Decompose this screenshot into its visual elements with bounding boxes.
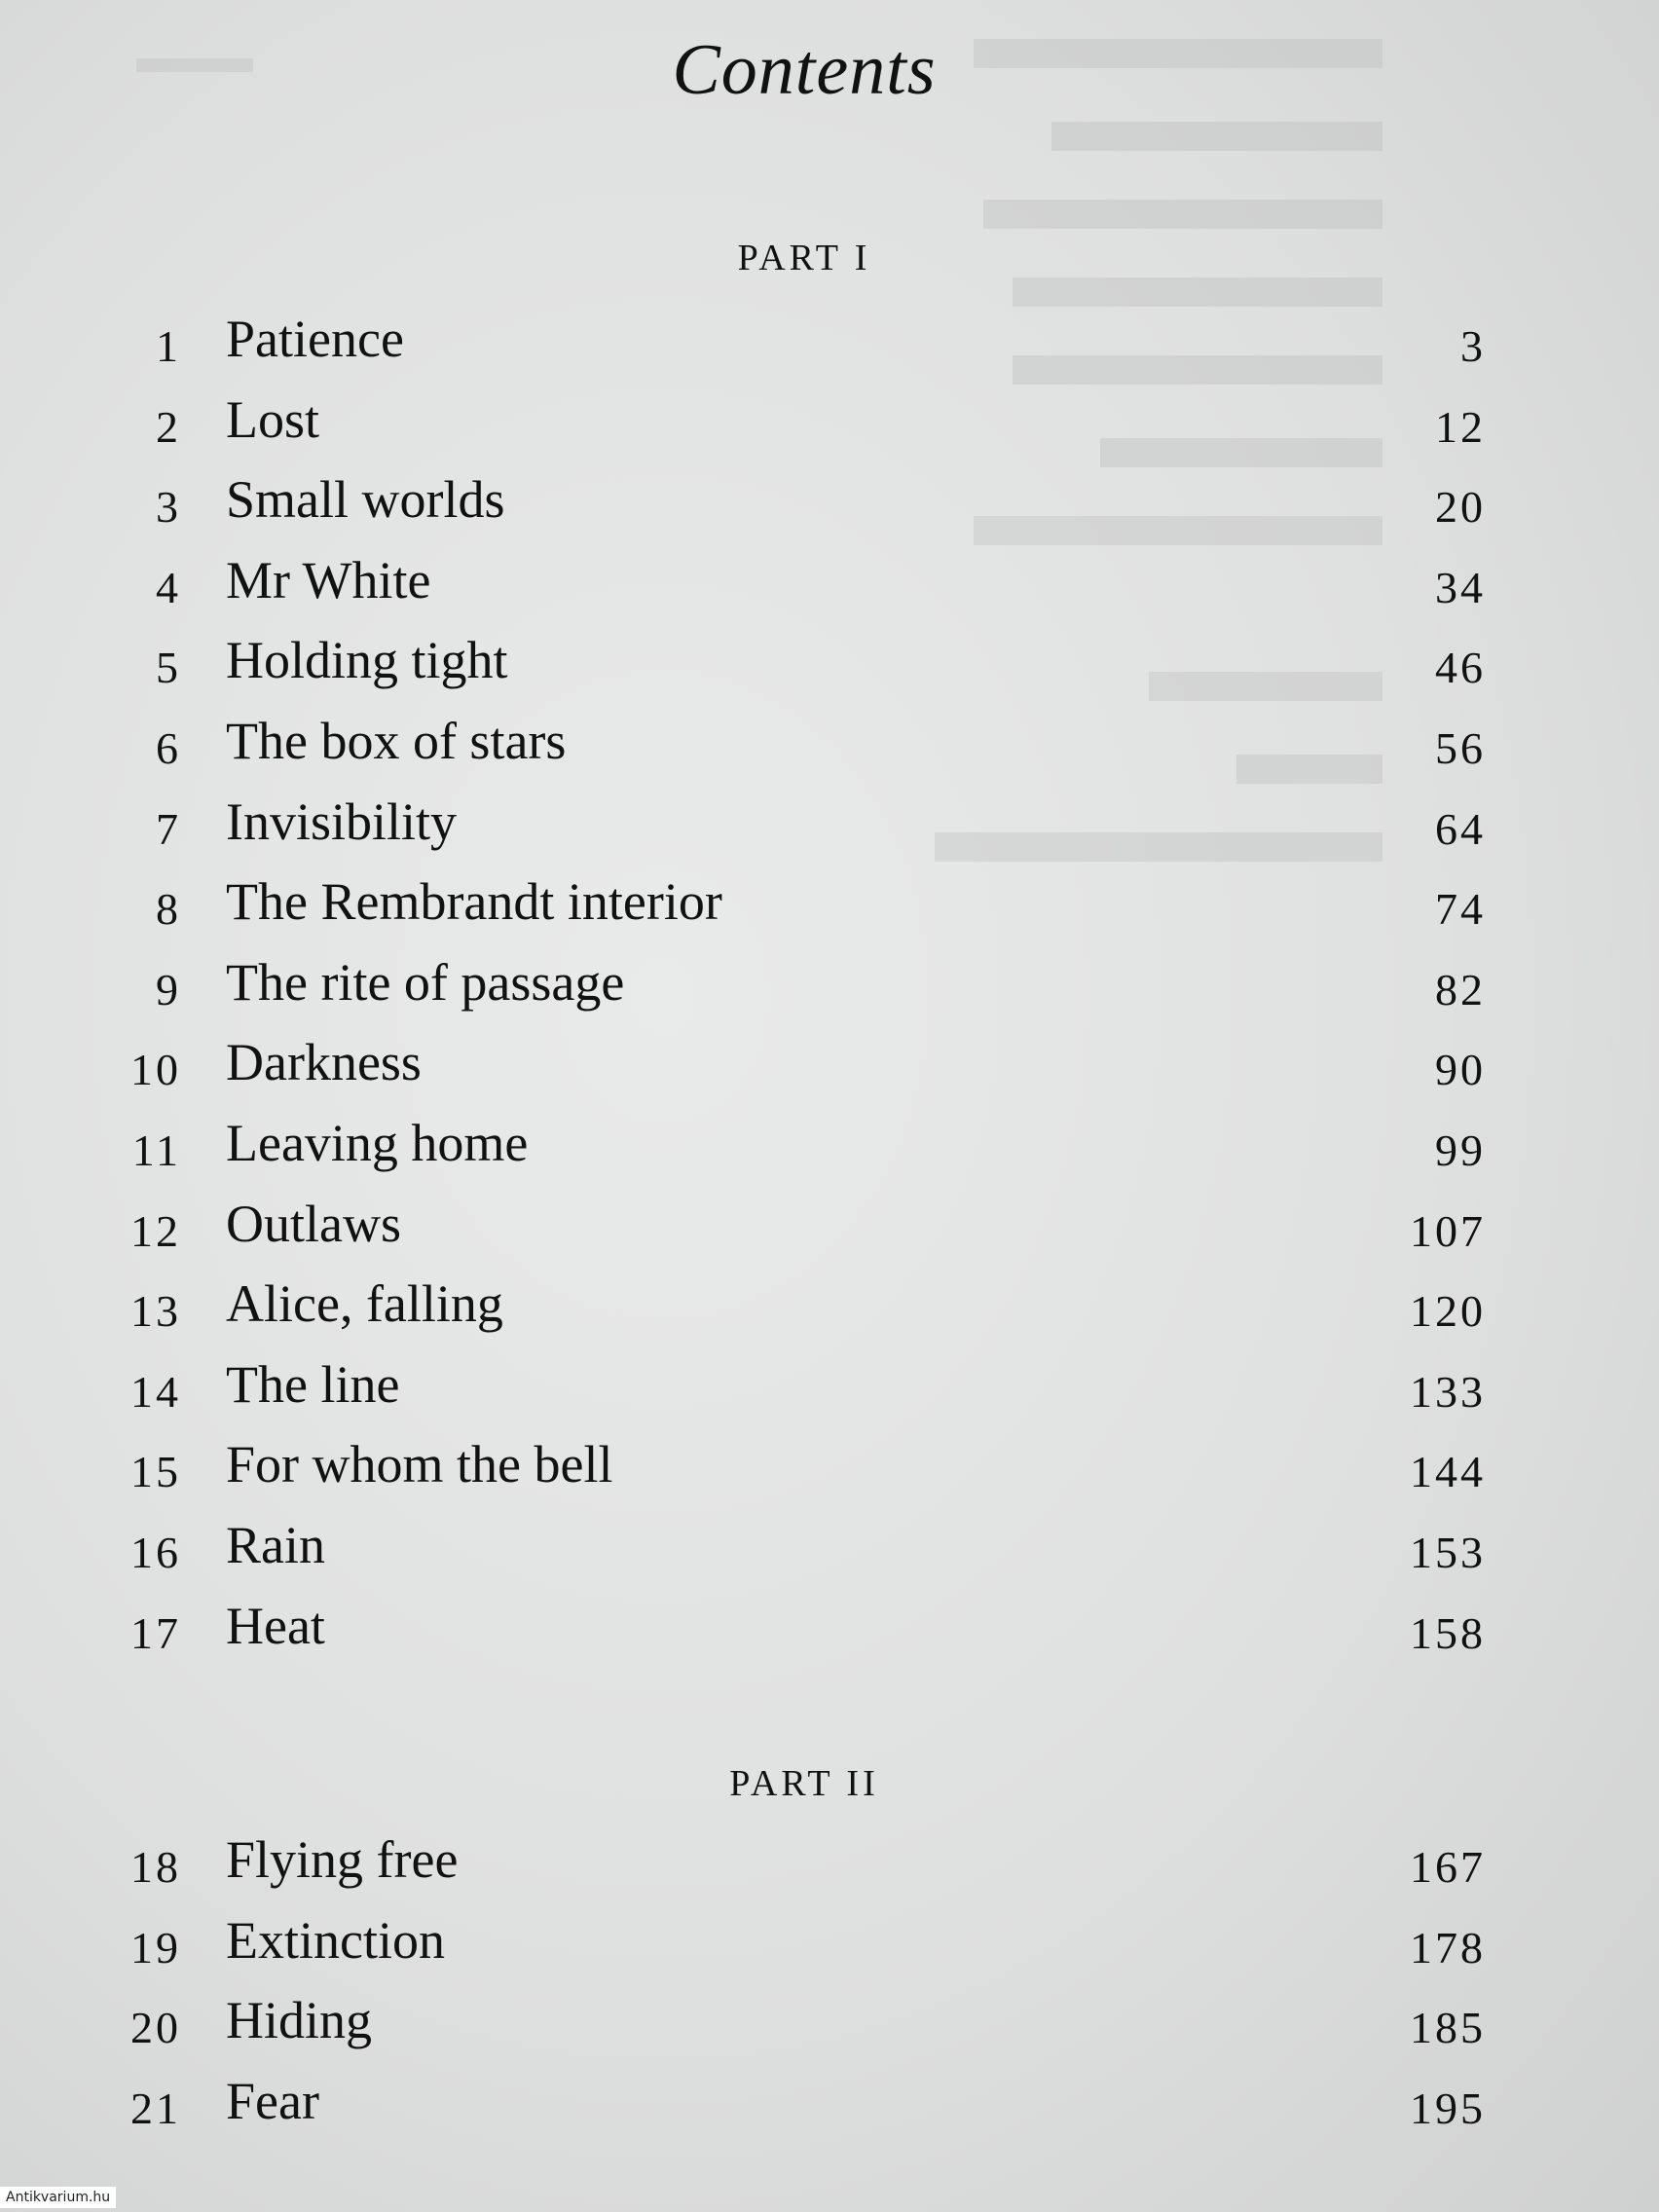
chapter-title: Hiding (226, 1991, 373, 2050)
page-number: 153 (1410, 1527, 1486, 1577)
chapter-title: The Rembrandt interior (226, 872, 722, 932)
toc-entry[interactable] (0, 1597, 1659, 1677)
part-heading-1: PART I (737, 238, 871, 278)
chapter-number: 4 (156, 562, 181, 612)
page-number: 99 (1435, 1124, 1486, 1175)
toc-entry[interactable] (0, 872, 1659, 953)
contents-title: Contents (672, 30, 937, 110)
chapter-number: 3 (156, 482, 181, 533)
chapter-title: Rain (226, 1515, 325, 1574)
toc-entry[interactable] (0, 1435, 1659, 1516)
chapter-title: Patience (226, 310, 404, 368)
page-number: 167 (1410, 1842, 1486, 1892)
toc-list-part-2 (0, 1830, 1659, 2152)
page-number: 133 (1410, 1366, 1486, 1417)
page-number: 12 (1435, 401, 1486, 452)
chapter-number: 8 (156, 884, 181, 935)
page-number: 34 (1435, 562, 1486, 612)
page-number: 46 (1435, 643, 1486, 693)
page-number: 20 (1435, 482, 1486, 533)
chapter-number: 6 (156, 722, 181, 773)
chapter-title: The rite of passage (226, 952, 625, 1012)
toc-entry[interactable] (0, 712, 1659, 793)
chapter-number: 5 (156, 643, 181, 693)
chapter-title: Mr White (226, 550, 431, 609)
chapter-number: 13 (130, 1286, 181, 1337)
chapter-number: 12 (130, 1205, 181, 1256)
chapter-number: 11 (131, 1124, 181, 1175)
toc-entry[interactable] (0, 793, 1659, 873)
chapter-number: 10 (130, 1045, 181, 1095)
chapter-title: Outlaws (226, 1194, 401, 1253)
chapter-title: Fear (226, 2071, 319, 2130)
page-number: 120 (1410, 1286, 1486, 1337)
chapter-number: 17 (130, 1607, 181, 1658)
toc-entry[interactable] (0, 310, 1659, 390)
toc-entry[interactable] (0, 470, 1659, 551)
chapter-number: 19 (130, 1922, 181, 1972)
chapter-title: Heat (226, 1596, 325, 1655)
page-number: 144 (1410, 1447, 1486, 1497)
chapter-title: Leaving home (226, 1113, 529, 1172)
chapter-title: For whom the bell (226, 1435, 613, 1494)
page-number: 185 (1410, 2003, 1486, 2053)
chapter-number: 16 (130, 1527, 181, 1577)
toc-entry[interactable] (0, 1516, 1659, 1597)
toc-entry[interactable] (0, 551, 1659, 632)
chapter-number: 9 (156, 964, 181, 1014)
chapter-number: 2 (156, 401, 181, 452)
toc-entry[interactable] (0, 1355, 1659, 1436)
chapter-title: Holding tight (226, 631, 508, 690)
page-number: 74 (1435, 884, 1486, 935)
toc-entry[interactable] (0, 390, 1659, 471)
chapter-title: Small worlds (226, 470, 505, 530)
chapter-title: Lost (226, 389, 320, 449)
chapter-title: Alice, falling (226, 1274, 503, 1334)
page-number: 107 (1410, 1205, 1486, 1256)
part-heading-2: PART II (729, 1763, 879, 1804)
toc-entry[interactable] (0, 1033, 1659, 1114)
page-number: 90 (1435, 1045, 1486, 1095)
chapter-number: 15 (130, 1447, 181, 1497)
page-number: 82 (1435, 964, 1486, 1014)
toc-entry[interactable] (0, 1830, 1659, 1911)
page-number: 3 (1460, 321, 1486, 371)
toc-list-part-1 (0, 310, 1659, 1677)
chapter-title: Flying free (226, 1830, 459, 1889)
toc-entry[interactable] (0, 1195, 1659, 1275)
page-number: 158 (1410, 1607, 1486, 1658)
chapter-title: The box of stars (226, 711, 567, 770)
chapter-number: 20 (130, 2003, 181, 2053)
chapter-title: The line (226, 1354, 400, 1414)
toc-entry[interactable] (0, 1911, 1659, 1992)
toc-entry[interactable] (0, 631, 1659, 712)
source-watermark: Antikvarium.hu (0, 2187, 116, 2208)
page-number: 56 (1435, 722, 1486, 773)
chapter-number: 18 (130, 1842, 181, 1892)
toc-entry[interactable] (0, 1114, 1659, 1195)
page-number: 178 (1410, 1922, 1486, 1972)
toc-entry[interactable] (0, 1991, 1659, 2072)
chapter-title: Darkness (226, 1033, 422, 1092)
toc-entry[interactable] (0, 2072, 1659, 2153)
chapter-number: 7 (156, 803, 181, 854)
toc-entry[interactable] (0, 953, 1659, 1034)
chapter-title: Extinction (226, 1910, 445, 1970)
page-number: 195 (1410, 2083, 1486, 2133)
chapter-title: Invisibility (226, 792, 458, 851)
chapter-number: 1 (156, 321, 181, 371)
toc-entry[interactable] (0, 1274, 1659, 1355)
chapter-number: 21 (130, 2083, 181, 2133)
page-number: 64 (1435, 803, 1486, 854)
chapter-number: 14 (130, 1366, 181, 1417)
